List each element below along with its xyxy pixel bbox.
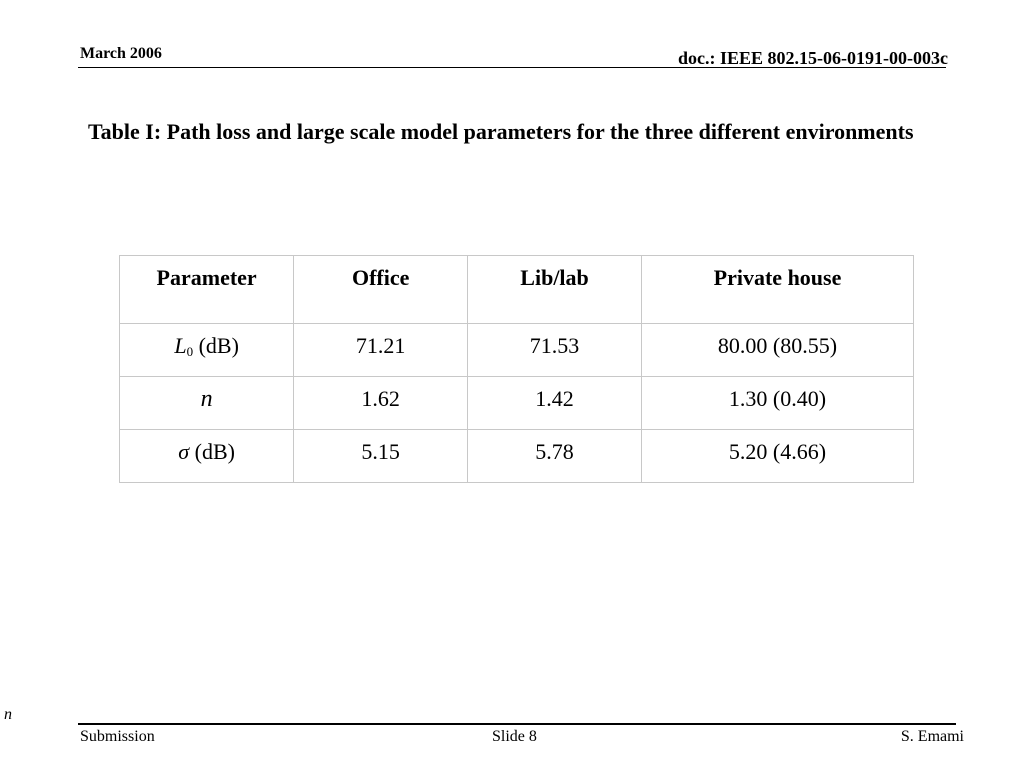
column-header-office: Office	[294, 256, 468, 324]
parameter-symbol: n	[200, 386, 213, 412]
parameter-cell	[120, 324, 294, 377]
column-header-private-house: Private house	[642, 256, 914, 324]
parameter-symbol: L	[174, 333, 187, 358]
footer-rule	[78, 723, 956, 725]
table-row	[120, 324, 914, 377]
value-cell-office: 1.62	[294, 377, 468, 430]
value-cell-private-house: 80.00 (80.55)	[642, 324, 914, 377]
table-row	[120, 377, 914, 430]
footer-author: S. Emami	[900, 728, 964, 745]
slide-title: Table I: Path loss and large scale model parameters for the three different environments	[88, 119, 914, 144]
value-cell-office: 5.15	[294, 430, 468, 483]
value-cell-lib-lab: 5.78	[468, 430, 642, 483]
value-cell-office: 71.21	[294, 324, 468, 377]
header-doc-id: doc.: IEEE 802.15-06-0191-00-003c	[678, 48, 948, 68]
parameters-table	[119, 255, 914, 483]
value-cell-lib-lab: 71.53	[468, 324, 642, 377]
footer-slide-number: Slide 8	[492, 728, 537, 745]
footer-submission: Submission	[80, 728, 155, 745]
header-date: March 2006	[80, 45, 162, 62]
header-rule	[78, 67, 946, 68]
column-header-parameter: Parameter	[120, 256, 294, 324]
value-cell-private-house: 1.30 (0.40)	[642, 377, 914, 430]
value-cell-lib-lab: 1.42	[468, 377, 642, 430]
stray-symbol-label: n	[4, 706, 12, 723]
column-header-lib-lab: Lib/lab	[468, 256, 642, 324]
table-row	[120, 430, 914, 483]
parameter-cell	[120, 430, 294, 483]
parameter-unit: (dB)	[193, 333, 239, 358]
value-cell-private-house: 5.20 (4.66)	[642, 430, 914, 483]
parameter-unit: (dB)	[189, 439, 235, 464]
parameter-subscript: 0	[186, 344, 194, 359]
parameter-symbol: σ	[178, 439, 190, 464]
table-header-row	[120, 256, 914, 324]
parameter-cell	[120, 377, 294, 430]
